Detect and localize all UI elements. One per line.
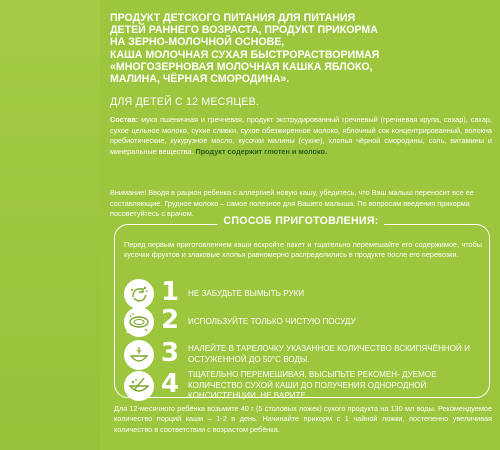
pour-water-icon <box>124 340 154 370</box>
temperature-label: 50°C <box>126 328 142 335</box>
step-text: ТЩАТЕЛЬНО ПЕРЕМЕШИВАЯ, ВЫСЫПЬТЕ РЕКОМЕН- ДУЕМОЕ КОЛИЧЕСТВО СУХОЙ КАШИ ДО ПОЛУЧЕНИЯ ОДНОРОДНОЙ КОНСИСТЕНЦИИ. НЕ ВАРИТЕ. <box>188 370 437 401</box>
step-text: ИСПОЛЬЗУЙТЕ ТОЛЬКО ЧИСТУЮ ПОСУДУ <box>188 316 356 326</box>
step-number: 2 <box>161 305 180 335</box>
composition-label: Состав: <box>110 115 139 124</box>
package-text-panel <box>110 0 492 450</box>
composition-text <box>110 115 492 157</box>
title-line: «МНОГОЗЕРНОВАЯ МОЛОЧНАЯ КАШКА ЯБЛОКО, <box>110 60 373 73</box>
step-number: 3 <box>161 338 180 368</box>
left-background <box>0 0 100 450</box>
title-line: КАША МОЛОЧНАЯ СУХАЯ БЫСТРОРАСТВОРИМАЯ <box>110 48 380 61</box>
age-recommendation: ДЛЯ ДЕТЕЙ С 12 МЕСЯЦЕВ. <box>110 96 260 108</box>
warning-label: Внимание! <box>110 188 147 197</box>
preparation-step-3 <box>124 328 484 370</box>
warning-body: Вводя в рацион ребенка с аллергией новую кашу, убедитесь, что Ваш малыш переносит все ее составляющие. Грудное молоко – самое полезное для Вашего малыша. По вопросам введения прикорма посоветуйтесь с врачом. <box>110 188 474 219</box>
washing-hands-icon <box>124 279 154 309</box>
title-line: НА ЗЕРНО-МОЛОЧНОЙ ОСНОВЕ, <box>110 36 285 49</box>
serving-note: Для 12-месячного ребёнка возьмите 40 г (5 столовых ложек) сухого продукта на 130 мл воды. Рекомендуемое количество порций каши – 1-2 в день. Начинайте прикорм с 1 чайной ложки, постепенно увеличивая количество в соответствии с возрастом ребёнка. <box>114 404 492 434</box>
allergen-highlight: Продукт содержит глютен и молоко. <box>195 146 328 156</box>
composition-body: мука пшеничная и гречневая, продукт экструдированный гречневый (гречневая крупа, сахар), сахар, сухое цельное молоко, сухие сливки, сухое обезжиренное молоко, яблочный сок концентрированный, волокна пребиотические, кукурузное масло, кусочки малины (сухие), хлопья чёрной смородины, соль, витамины и минеральные вещества. <box>110 115 492 156</box>
step-text: НАЛЕЙТЕ В ТАРЕЛОЧКУ УКАЗАННОЕ КОЛИЧЕСТВО ВСКИПЯЧЁННОЙ И ОСТУЖЕННОЙ ДО 50°C ВОДЫ. <box>188 344 470 364</box>
preparation-step-2 <box>124 307 484 337</box>
stir-bowl-icon <box>124 371 154 401</box>
step-text: НЕ ЗАБУДЬТЕ ВЫМЫТЬ РУКИ <box>188 288 305 298</box>
step-number: 4 <box>161 369 180 399</box>
preparation-step-4 <box>124 371 484 401</box>
preparation-intro: Перед первым приготовлением каши вскройте пакет и тщательно перемешайте его содержимое, чтобы кусочки фруктов и злаковые хлопья равномерно распределились в продукте после его перевозки. <box>124 240 482 260</box>
step-number: 1 <box>161 277 180 307</box>
preparation-title: СПОСОБ ПРИГОТОВЛЕНИЯ: <box>217 215 384 227</box>
title-line: МАЛИНА, ЧЁРНАЯ СМОРОДИНА». <box>110 73 290 86</box>
title-line: ПРОДУКТ ДЕТСКОГО ПИТАНИЯ ДЛЯ ПИТАНИЯ <box>110 12 356 24</box>
product-title <box>110 12 490 85</box>
title-line: ДЕТЕЙ РАННЕГО ВОЗРАСТА, ПРОДУКТ ПРИКОРМА <box>110 24 378 37</box>
